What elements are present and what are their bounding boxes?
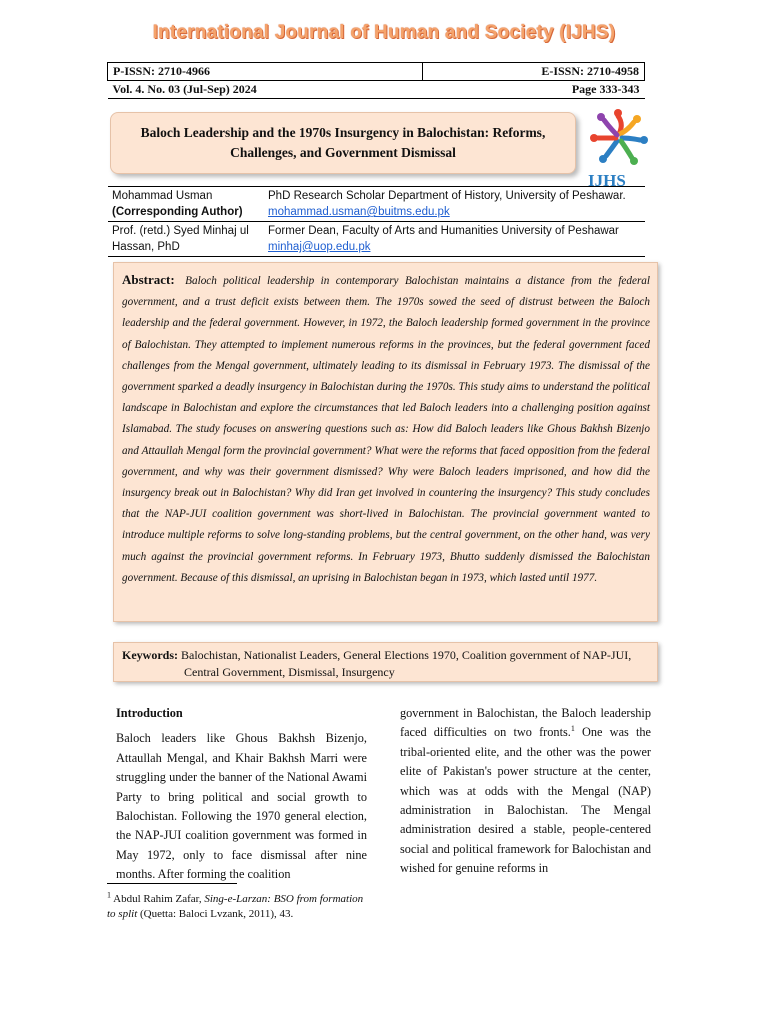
author-1-name: Mohammad Usman bbox=[112, 190, 213, 202]
paper-title-box bbox=[110, 112, 576, 174]
author-1-details bbox=[264, 187, 645, 222]
footnote-publication: (Quetta: Baloci Lvzank, 2011), 43. bbox=[137, 907, 294, 920]
p-issn: P-ISSN: 2710-4966 bbox=[108, 63, 423, 81]
page-range: Page 333-343 bbox=[423, 81, 645, 99]
journal-title: International Journal of Human and Society (IJHS) bbox=[152, 22, 616, 43]
abstract-text: Baloch political leadership in contemporary Balochistan maintains a distance from the federal government, and a trust deficit exists between them. The 1970s sowed the seed of distrust between the Baloch leadership and the federal government. However, in 1972, the Baloch leadership formed government in the province of Balochistan. They attempted to implement numerous reforms in the provinces, but the federal government faced challenges from the Mengal government, ultimately leading to its dismissal in February 1973. The dismissal of the government sparked a deadly insurgency in Balochistan during the 1970s. This study aims to understand the political landscape in Balochistan and explore the circumstances that led Baloch leaders into a challenging position against Islamabad. The study focuses on answering questions such as: How did Baloch leaders like Ghous Bakhsh Bizenjo and Attaullah Mengal form the provincial government? What were the reforms that faced opposition from the federal government, and why was their government dismissed? Why were Baloch leaders imprisoned, and how did the insurgency break out in Balochistan? Why did Iran get involved in countering the insurgency? This study concludes that the NAP-JUI coalition government was short-lived in Balochistan. The provincial government wanted to introduce multiple reforms to solve long-standing problems, but the central government, on the other hand, was very much against the provincial government reforms. In February 1973, Bhutto suddenly dismissed the Balochistan government. Because of this dismissal, an uprising in Balochistan began in 1973, which lasted until 1977. bbox=[122, 275, 651, 584]
keywords-box bbox=[113, 642, 658, 682]
author-1-affiliation: PhD Research Scholar Department of History, University of Peshawar. bbox=[268, 190, 626, 202]
keywords-label: Keywords: bbox=[122, 648, 178, 662]
paper-title: Baloch Leadership and the 1970s Insurgency in Balochistan: Reforms, Challenges, and Government Dismissal bbox=[140, 125, 546, 160]
author-2-cell bbox=[108, 222, 264, 257]
footnote-number: 1 bbox=[107, 890, 111, 900]
ijhs-logo bbox=[588, 108, 650, 190]
abstract-box bbox=[113, 262, 658, 622]
author-2-email-link[interactable]: minhaj@uop.edu.pk bbox=[268, 241, 371, 253]
authors-table bbox=[108, 186, 645, 257]
keywords-text: Balochistan, Nationalist Leaders, General Elections 1970, Coalition government of NAP-JUI, Central Government, Dismissal, Insurgency bbox=[181, 648, 632, 679]
introduction-paragraph-1: Baloch leaders like Ghous Bakhsh Bizenjo, Attaullah Mengal, and Khair Bakhsh Marri were struggling under the banner of the National Awami Party to bring political and social growth to Balochistan. Following the 1970 general election, the NAP-JUI coalition government was formed in May 1972, only to face dismissal after nine months. After forming the coalition bbox=[116, 731, 367, 882]
footnote bbox=[107, 892, 367, 921]
footnote-author: Abdul Rahim Zafar, bbox=[111, 893, 205, 905]
people-circle-icon bbox=[588, 108, 650, 166]
footnote-divider bbox=[107, 883, 237, 884]
author-1-role: (Corresponding Author) bbox=[112, 206, 243, 218]
author-2-name: Prof. (retd.) Syed Minhaj ul Hassan, PhD bbox=[112, 225, 249, 253]
body-column-left bbox=[116, 704, 367, 885]
introduction-paragraph-2a: government in Balochistan, the Baloch leadership faced difficulties on two fronts. bbox=[400, 706, 651, 740]
body-column-right bbox=[400, 704, 651, 879]
abstract-label: Abstract: bbox=[122, 272, 175, 287]
author-1-email-link[interactable]: mohammad.usman@buitms.edu.pk bbox=[268, 206, 450, 218]
journal-meta-table bbox=[107, 62, 645, 99]
author-2-affiliation: Former Dean, Faculty of Arts and Humanities University of Peshawar bbox=[268, 225, 619, 237]
e-issn: E-ISSN: 2710-4958 bbox=[423, 63, 645, 81]
volume-issue: Vol. 4. No. 03 (Jul-Sep) 2024 bbox=[108, 81, 423, 99]
logo-text: IJHS bbox=[588, 171, 626, 190]
author-2-details bbox=[264, 222, 645, 257]
introduction-heading: Introduction bbox=[116, 706, 183, 720]
footnote-title: Sing-e-Larzan: BSO from formation to split bbox=[107, 893, 364, 920]
footnote-ref[interactable]: 1 bbox=[570, 724, 575, 734]
introduction-paragraph-2b: One was the tribal-oriented elite, and the other was the power elite of Pakistan's power structure at the center, which was at odds with the Mengal (NAP) administration in Balochistan. The Mengal administration desired a stable, people-centered social and political framework for Balochistan and wished for genuine reforms in bbox=[400, 725, 652, 876]
author-1-cell bbox=[108, 187, 264, 222]
